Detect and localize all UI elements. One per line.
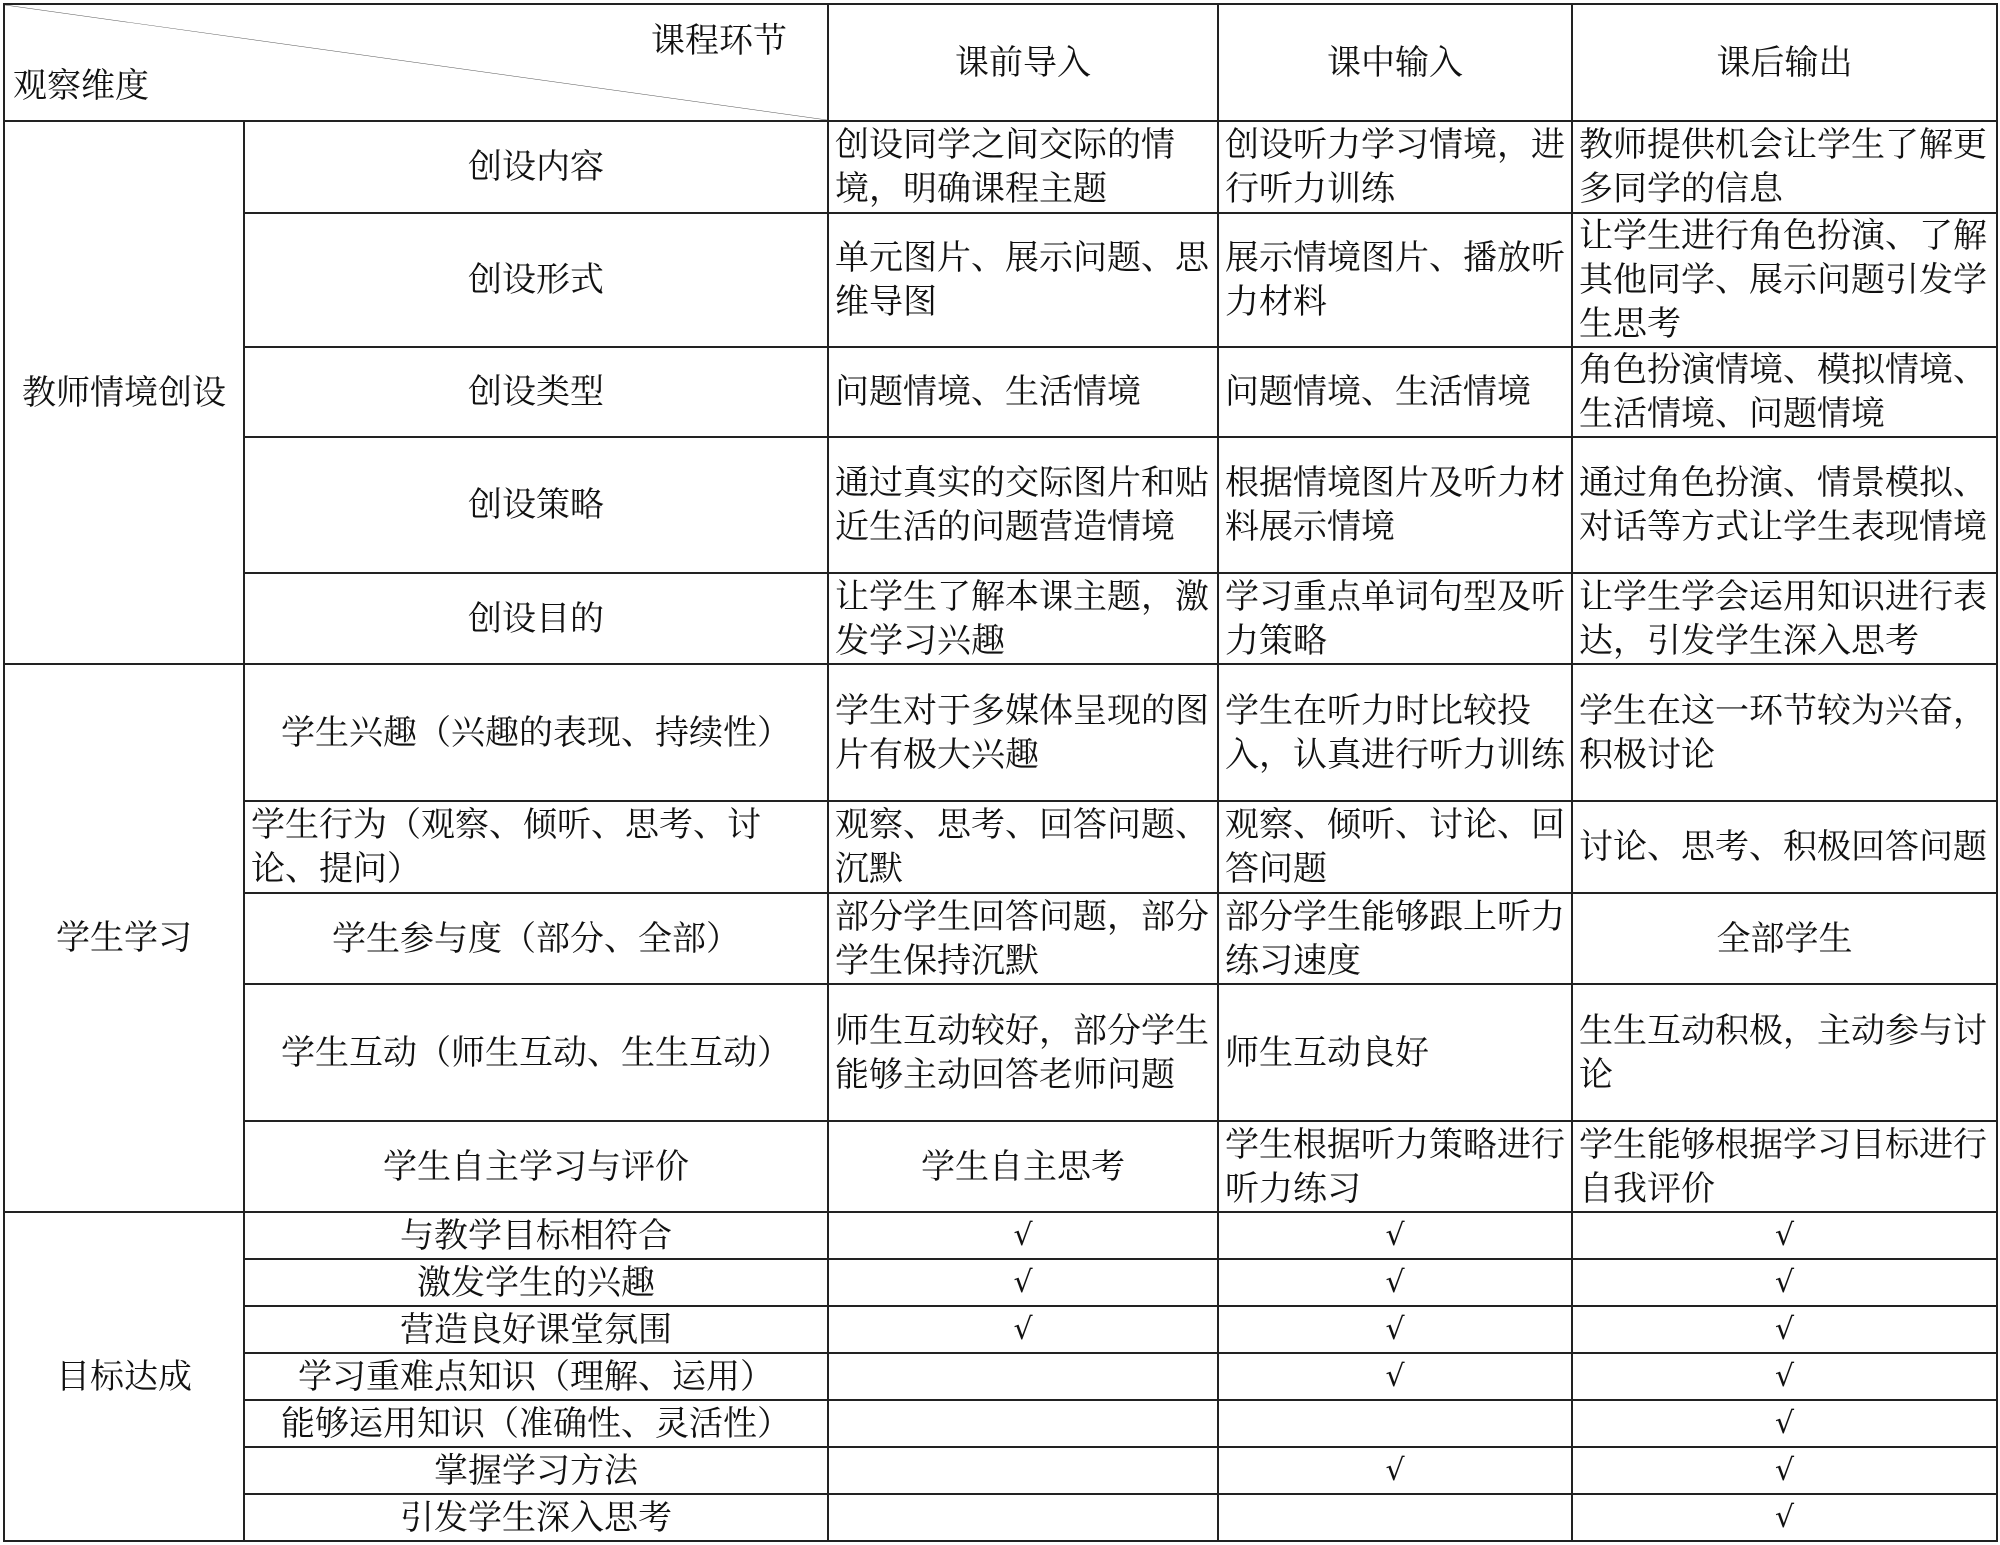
observation-table [3,3,1998,1542]
section-label-goal: 目标达成 [4,1212,244,1541]
cell-post: 全部学生 [1572,893,1997,984]
cell-post: 教师提供机会让学生了解更多同学的信息 [1572,121,1997,213]
corner-header-cell [4,4,828,121]
header-row [4,4,1997,121]
check-cell: √ [1572,1259,1997,1306]
stage-header-pre: 课前导入 [828,4,1218,121]
table-row [4,347,1997,437]
cell-post: 让学生学会运用知识进行表达，引发学生深入思考 [1572,573,1997,664]
cell-mid: 创设听力学习情境，进行听力训练 [1218,121,1572,213]
row-item: 学生兴趣（兴趣的表现、持续性） [244,664,828,801]
table-row [4,1400,1997,1447]
row-item: 引发学生深入思考 [244,1494,828,1541]
row-item: 创设内容 [244,121,828,213]
check-cell [828,1447,1218,1494]
row-item: 创设类型 [244,347,828,437]
row-item: 营造良好课堂氛围 [244,1306,828,1353]
row-item: 学生参与度（部分、全部） [244,893,828,984]
row-item: 激发学生的兴趣 [244,1259,828,1306]
table-row [4,1353,1997,1400]
row-item: 能够运用知识（准确性、灵活性） [244,1400,828,1447]
check-cell: √ [1218,1353,1572,1400]
cell-mid: 问题情境、生活情境 [1218,347,1572,437]
cell-mid: 部分学生能够跟上听力练习速度 [1218,893,1572,984]
cell-mid: 学生根据听力策略进行听力练习 [1218,1121,1572,1212]
check-cell [828,1353,1218,1400]
check-cell: √ [1218,1212,1572,1259]
cell-mid: 师生互动良好 [1218,984,1572,1121]
check-cell: √ [1572,1494,1997,1541]
row-item: 创设策略 [244,437,828,573]
row-item: 掌握学习方法 [244,1447,828,1494]
row-item: 与教学目标相符合 [244,1212,828,1259]
cell-pre: 单元图片、展示问题、思维导图 [828,213,1218,347]
cell-post: 生生互动积极，主动参与讨论 [1572,984,1997,1121]
table-row [4,573,1997,664]
check-cell: √ [1572,1212,1997,1259]
check-cell: √ [1218,1259,1572,1306]
table-row [4,801,1997,893]
cell-mid: 根据情境图片及听力材料展示情境 [1218,437,1572,573]
section-label-student: 学生学习 [4,664,244,1212]
check-cell [828,1400,1218,1447]
cell-pre: 让学生了解本课主题，激发学习兴趣 [828,573,1218,664]
row-item: 学生互动（师生互动、生生互动） [244,984,828,1121]
table-row [4,893,1997,984]
row-item: 创设目的 [244,573,828,664]
cell-post: 通过角色扮演、情景模拟、对话等方式让学生表现情境 [1572,437,1997,573]
row-item: 学习重难点知识（理解、运用） [244,1353,828,1400]
cell-pre: 观察、思考、回答问题、沉默 [828,801,1218,893]
check-cell: √ [828,1259,1218,1306]
cell-mid: 学习重点单词句型及听力策略 [1218,573,1572,664]
table-row [4,1259,1997,1306]
row-item: 学生自主学习与评价 [244,1121,828,1212]
check-cell: √ [1572,1353,1997,1400]
cell-pre: 通过真实的交际图片和贴近生活的问题营造情境 [828,437,1218,573]
cell-post: 学生能够根据学习目标进行自我评价 [1572,1121,1997,1212]
table-row [4,984,1997,1121]
table-row [4,1447,1997,1494]
section-label-teacher: 教师情境创设 [4,121,244,664]
table-row [4,1494,1997,1541]
cell-pre: 师生互动较好，部分学生能够主动回答老师问题 [828,984,1218,1121]
check-cell: √ [828,1306,1218,1353]
dimension-axis-label: 观察维度 [13,66,149,106]
stage-axis-label: 课程环节 [651,21,787,61]
table-row [4,1121,1997,1212]
cell-pre: 学生自主思考 [828,1121,1218,1212]
table-row [4,213,1997,347]
check-cell: √ [1572,1400,1997,1447]
stage-header-post: 课后输出 [1572,4,1997,121]
cell-post: 角色扮演情境、模拟情境、生活情境、问题情境 [1572,347,1997,437]
cell-mid: 观察、倾听、讨论、回答问题 [1218,801,1572,893]
check-cell: √ [1218,1447,1572,1494]
check-cell: √ [1218,1306,1572,1353]
check-cell [828,1494,1218,1541]
cell-post: 学生在这一环节较为兴奋，积极讨论 [1572,664,1997,801]
check-cell [1218,1494,1572,1541]
cell-post: 让学生进行角色扮演、了解其他同学、展示问题引发学生思考 [1572,213,1997,347]
cell-pre: 创设同学之间交际的情境，明确课程主题 [828,121,1218,213]
table-row [4,664,1997,801]
row-item: 学生行为（观察、倾听、思考、讨论、提问） [244,801,828,893]
check-cell: √ [828,1212,1218,1259]
check-cell [1218,1400,1572,1447]
stage-header-mid: 课中输入 [1218,4,1572,121]
cell-mid: 学生在听力时比较投入，认真进行听力训练 [1218,664,1572,801]
check-cell: √ [1572,1447,1997,1494]
cell-mid: 展示情境图片、播放听力材料 [1218,213,1572,347]
row-item: 创设形式 [244,213,828,347]
check-cell: √ [1572,1306,1997,1353]
cell-post: 讨论、思考、积极回答问题 [1572,801,1997,893]
cell-pre: 问题情境、生活情境 [828,347,1218,437]
table-row [4,1306,1997,1353]
table-row [4,1212,1997,1259]
cell-pre: 学生对于多媒体呈现的图片有极大兴趣 [828,664,1218,801]
cell-pre: 部分学生回答问题，部分学生保持沉默 [828,893,1218,984]
table-row [4,437,1997,573]
table-row [4,121,1997,213]
